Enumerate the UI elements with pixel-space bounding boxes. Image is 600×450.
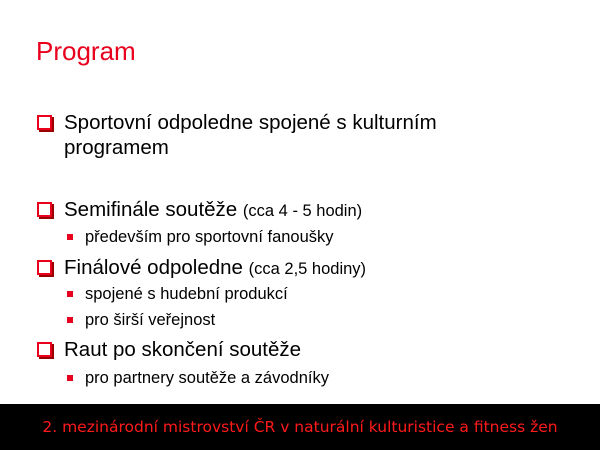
filled-square-bullet-icon: [67, 291, 73, 297]
sub-bullet-text: spojené s hudební produkcí: [85, 285, 288, 303]
bullet-text: Finálové odpoledne: [64, 256, 243, 279]
bullet-item-1-continuation: [37, 135, 169, 160]
bullet-item-1: [37, 110, 437, 135]
sub-bullet-text: pro širší veřejnost: [85, 311, 216, 329]
filled-square-bullet-icon: [67, 234, 73, 240]
footer-text: 2. mezinárodní mistrovství ČR v naturální kulturistice a fitness žen: [42, 418, 558, 436]
sub-bullet-text: pro partnery soutěže a závodníky: [85, 369, 329, 387]
hollow-square-bullet-icon: [37, 260, 52, 275]
bullet-text: Semifinále soutěže: [64, 198, 238, 221]
bullet-note: (cca 4 - 5 hodin): [242, 202, 363, 220]
hollow-square-bullet-icon: [37, 115, 52, 130]
sub-bullet-item: [67, 310, 215, 330]
hollow-square-bullet-icon: [37, 342, 52, 357]
bullet-text: Sportovní odpoledne spojené s kulturním: [64, 111, 437, 134]
filled-square-bullet-icon: [67, 375, 73, 381]
bullet-item-2: [37, 197, 362, 224]
hollow-square-bullet-icon: [37, 202, 52, 217]
bullet-item-4: [37, 337, 301, 362]
footer-bar: [0, 404, 600, 450]
sub-bullet-item: [67, 284, 288, 304]
sub-bullet-item: [67, 368, 329, 388]
sub-bullet-item: [67, 227, 334, 247]
slide-title: Program: [36, 36, 136, 66]
sub-bullet-text: především pro sportovní fanoušky: [85, 228, 334, 246]
filled-square-bullet-icon: [67, 317, 73, 323]
bullet-text-continuation: programem: [64, 136, 169, 159]
bullet-item-3: [37, 255, 366, 282]
bullet-note: (cca 2,5 hodiny): [248, 260, 367, 278]
bullet-text: Raut po skončení soutěže: [64, 338, 302, 361]
